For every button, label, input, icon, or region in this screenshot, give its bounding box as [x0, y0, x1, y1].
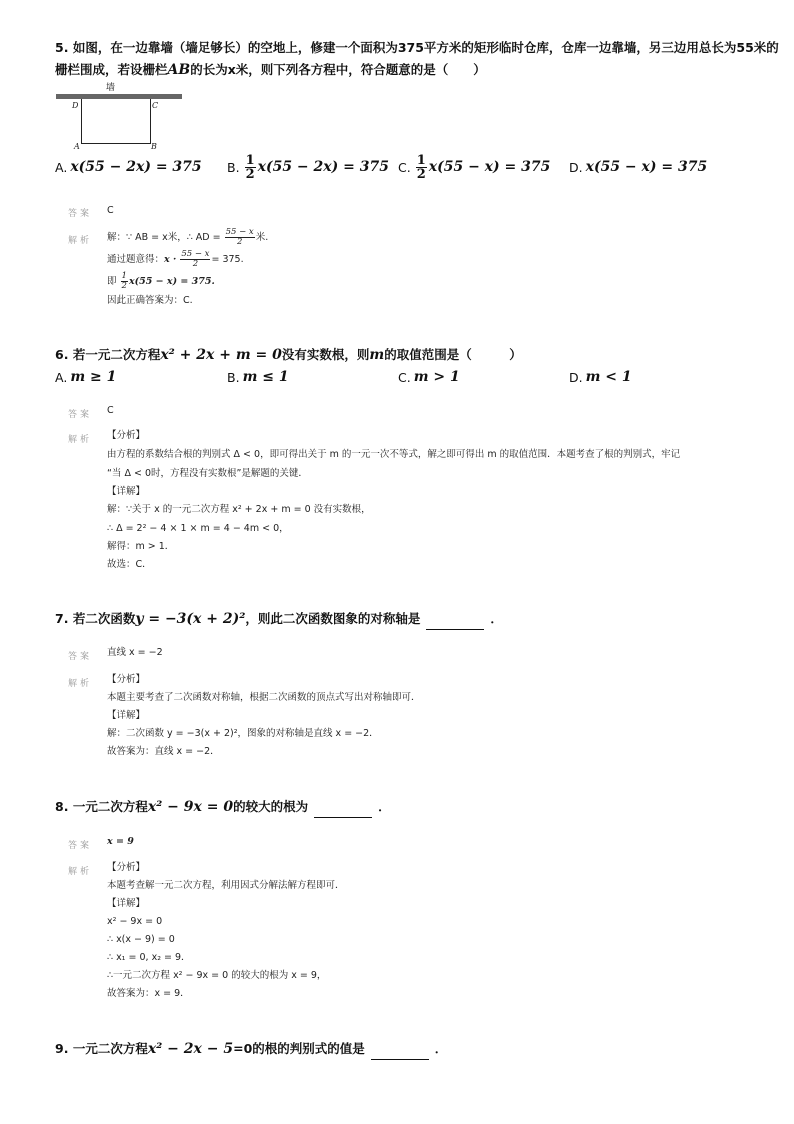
frac-den: 2 — [121, 281, 127, 291]
q8-fenxi-label: 【分析】 — [107, 862, 146, 873]
q6-option-b[interactable] — [227, 366, 289, 388]
q6-xiangjie-label: 【详解】 — [107, 486, 146, 497]
q5-sol-line2 — [107, 250, 244, 269]
stem-text: ，则此二次函数图象的对称轴是 — [245, 611, 421, 626]
option-label: D. — [569, 369, 583, 385]
option-expr: x(55 − x) = 375 — [585, 159, 708, 175]
sol-text: 解：∵ AB = x米，∴ AD = — [107, 232, 221, 243]
option-expr: m < 1 — [585, 369, 632, 385]
sol-expr: x(55 − x) = 375. — [128, 276, 215, 287]
q7-analysis-tag: 解析 — [68, 679, 93, 689]
stem-equation: y = −3(x + 2)² — [135, 611, 246, 627]
q8-fenxi: 本题考查解一元二次方程，利用因式分解法解方程即可． — [107, 880, 345, 891]
option-expr: x(55 − x) = 375 — [428, 159, 551, 175]
option-label: D. — [569, 159, 583, 175]
q6-stem — [55, 344, 522, 366]
frac-den: 2 — [245, 166, 255, 182]
stem-text: 的取值范围是（ ） — [384, 347, 522, 362]
option-label: A. — [55, 369, 68, 385]
option-label: A. — [55, 159, 68, 175]
q5-text-2a: 栅栏围成，若设栅栏 — [55, 62, 168, 77]
q6-answer: C — [107, 405, 114, 416]
sol-fraction — [180, 250, 210, 269]
answer-blank[interactable] — [426, 617, 484, 630]
sol-fraction — [121, 272, 128, 291]
option-expr: m ≥ 1 — [70, 369, 117, 385]
wall-label: 墙 — [106, 83, 116, 93]
q5-answer: C — [107, 205, 114, 216]
stem-equation: x² + 2x + m = 0 — [160, 347, 282, 363]
q5-analysis-tag: 解析 — [68, 236, 93, 246]
q5-sol-line3 — [107, 272, 215, 291]
q8-sol-3: ∴ x₁ = 0, x₂ = 9． — [107, 952, 191, 963]
sol-text: = 375. — [211, 254, 244, 265]
q6-fenxi-2: “当 Δ < 0时，方程没有实数根”是解题的关键． — [107, 468, 308, 479]
option-label: B. — [227, 159, 240, 175]
frac-num: 55 − x — [225, 227, 254, 237]
q6-number: 6. — [55, 347, 69, 362]
q6-sol-4: 故选：C． — [107, 559, 152, 570]
q5-number: 5. — [55, 40, 69, 55]
answer-blank[interactable] — [314, 805, 372, 818]
q7-fenxi: 本题主要考查了二次函数对称轴，根据二次函数的顶点式写出对称轴即可． — [107, 692, 421, 703]
q9-stem — [55, 1038, 447, 1060]
option-label: B. — [227, 369, 240, 385]
frac-num: 1 — [245, 152, 255, 168]
q7-number: 7. — [55, 611, 69, 626]
q6-sol-3: 解得：m > 1． — [107, 541, 175, 552]
q5-option-c[interactable] — [398, 150, 550, 184]
frac-num: 55 − x — [181, 249, 210, 259]
sol-text: 米. — [255, 232, 269, 243]
q9-number: 9. — [55, 1041, 69, 1056]
option-expr: x(55 − 2x) = 375 — [257, 159, 389, 175]
q8-sol-5: 故答案为：x = 9． — [107, 988, 190, 999]
stem-text: 一元二次方程 — [72, 1041, 148, 1056]
stem-text: ． — [490, 611, 503, 626]
frac-num: 1 — [121, 271, 127, 281]
q6-sol-1: 解：∵关于 x 的一元二次方程 x² + 2x + m = 0 没有实数根， — [107, 504, 371, 515]
q5-option-a[interactable] — [55, 155, 202, 179]
q6-answer-tag: 答案 — [68, 410, 93, 420]
q8-xiangjie-label: 【详解】 — [107, 898, 146, 909]
q6-analysis-tag: 解析 — [68, 435, 93, 445]
q8-analysis-tag: 解析 — [68, 867, 93, 877]
q7-answer-tag: 答案 — [68, 652, 93, 662]
stem-equation: x² − 2x − 5 — [147, 1041, 234, 1057]
q6-option-d[interactable] — [569, 366, 632, 388]
option-expr: m ≤ 1 — [242, 369, 289, 385]
q7-sol-2: 故答案为：直线 x = −2． — [107, 746, 220, 757]
q8-answer: x = 9 — [107, 836, 134, 847]
stem-text: ． — [434, 1041, 448, 1056]
stem-text: ． — [378, 799, 391, 814]
q5-sol-line1 — [107, 228, 268, 247]
q8-sol-1: x² − 9x = 0 — [107, 916, 163, 927]
q5-stem-line2 — [55, 59, 486, 81]
point-b: B — [151, 142, 157, 151]
sol-expr: x · — [164, 254, 177, 265]
answer-blank[interactable] — [371, 1047, 429, 1060]
q5-option-d[interactable] — [569, 155, 707, 179]
q5-sol-line4: 因此正确答案为：C. — [107, 295, 193, 306]
frac-den: 2 — [192, 259, 199, 269]
stem-text: 若一元二次方程 — [72, 347, 161, 362]
point-a: A — [74, 142, 80, 151]
stem-text: 一元二次方程 — [72, 799, 148, 814]
frac-den: 2 — [416, 166, 426, 182]
q8-answer-tag: 答案 — [68, 841, 93, 851]
q7-fenxi-label: 【分析】 — [107, 674, 146, 685]
stem-text: 若二次函数 — [72, 611, 136, 626]
q5-var-ab: AB — [167, 62, 191, 78]
sol-text: 即 — [107, 276, 117, 287]
q7-sol-1: 解：二次函数 y = −3(x + 2)²，图象的对称轴是直线 x = −2． — [107, 728, 379, 739]
stem-text: =0的根的判别式的值是 — [233, 1041, 365, 1056]
q8-number: 8. — [55, 799, 69, 814]
frac-num: 1 — [416, 152, 426, 168]
option-label: C. — [398, 159, 411, 175]
option-fraction — [416, 154, 427, 181]
point-d: D — [72, 101, 79, 110]
q5-text-2b: 的长为x米，则下列各方程中，符合题意的是（ ） — [190, 62, 486, 77]
q6-fenxi-1: 由方程的系数结合根的判别式 Δ < 0，即可得出关于 m 的一元一次不等式，解之即可得出 m 的取值范围．本题考查了根的判别式，牢记 — [107, 449, 681, 460]
q5-stem-line1 — [55, 37, 779, 59]
frac-den: 2 — [236, 237, 243, 247]
stem-text: 的较大的根为 — [233, 799, 309, 814]
q5-text-1: 如图，在一边靠墙（墙足够长）的空地上，修建一个面积为375平方米的矩形临时仓库，仓库一边靠墙，另三边用总长为55米的 — [72, 40, 779, 55]
stem-equation: x² − 9x = 0 — [147, 799, 234, 815]
point-c: C — [152, 101, 159, 110]
option-label: C. — [398, 369, 411, 385]
sol-fraction — [225, 228, 255, 247]
q6-sol-2: ∴ Δ = 2² − 4 × 1 × m = 4 − 4m < 0， — [107, 523, 289, 534]
sol-text: 通过题意得： — [107, 254, 165, 265]
q6-option-c[interactable] — [398, 366, 460, 388]
option-expr: x(55 − 2x) = 375 — [70, 159, 202, 175]
option-expr: m > 1 — [413, 369, 460, 385]
q8-stem — [55, 796, 391, 818]
q8-sol-4: ∴一元二次方程 x² − 9x = 0 的较大的根为 x = 9， — [107, 970, 327, 981]
q7-xiangjie-label: 【详解】 — [107, 710, 146, 721]
q5-option-b[interactable] — [227, 150, 389, 184]
q6-option-a[interactable] — [55, 366, 116, 388]
stem-text: 没有实数根，则 — [281, 347, 370, 362]
stem-var: m — [369, 347, 385, 363]
q5-figure — [56, 80, 184, 152]
q8-sol-2: ∴ x(x − 9) = 0 — [107, 934, 175, 945]
q7-stem — [55, 608, 503, 630]
option-fraction — [245, 154, 256, 181]
q5-answer-tag: 答案 — [68, 209, 93, 219]
q6-fenxi-label: 【分析】 — [107, 430, 146, 441]
q7-answer: 直线 x = −2 — [107, 647, 163, 658]
fence-rectangle — [81, 99, 151, 144]
